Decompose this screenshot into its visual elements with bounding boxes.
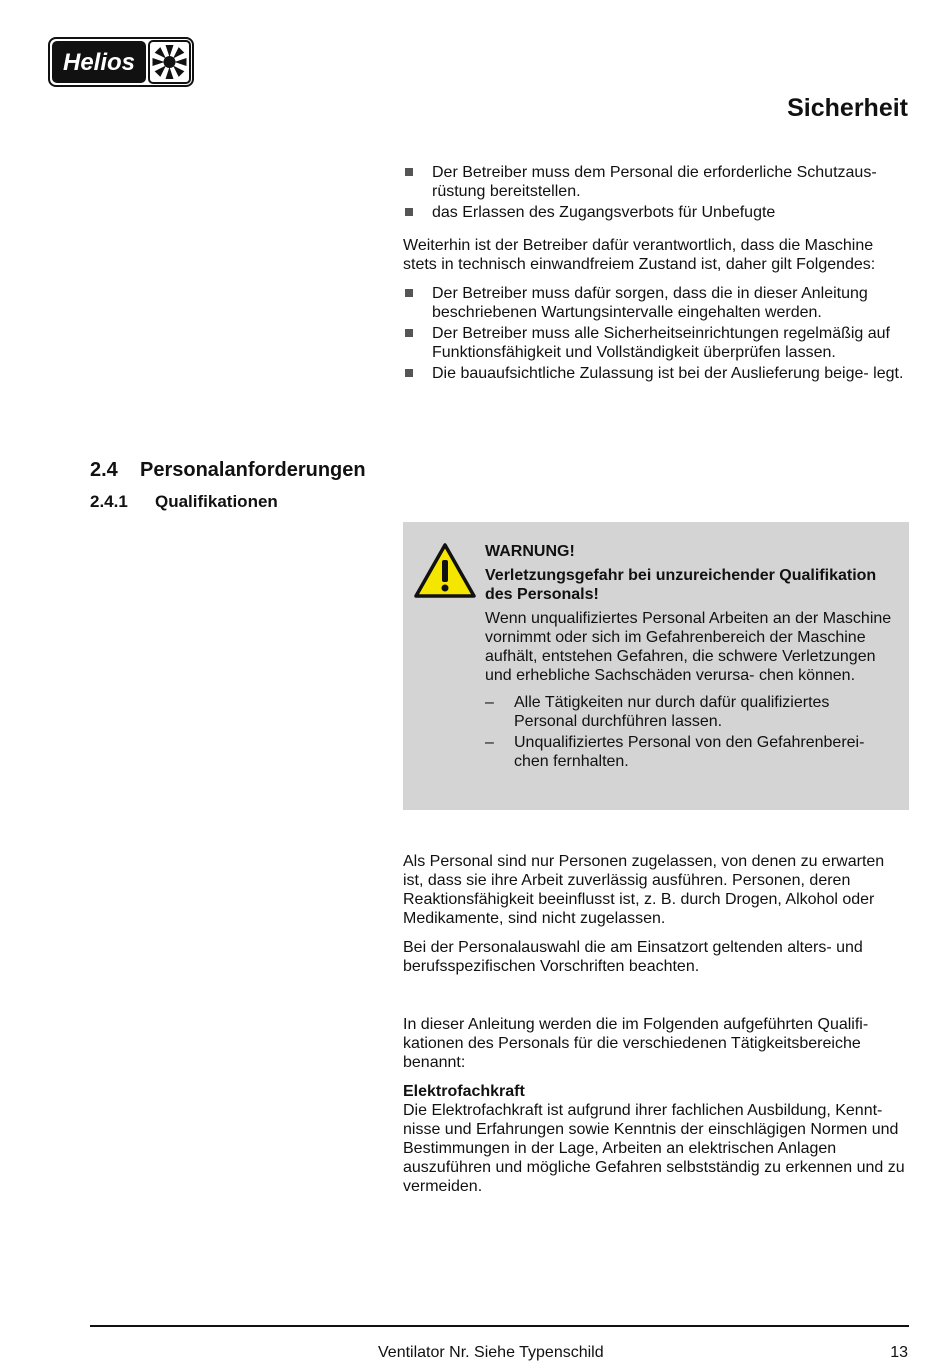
paragraph: In dieser Anleitung werden die im Folgenden aufgeführten Qualifi- kationen des Personals für die verschiedenen Tätigkeitsbereiche benannt:: [403, 1016, 869, 1071]
qualification-text: Die Elektrofachkraft ist aufgrund ihrer fachlichen Ausbildung, Kennt- nisse und Erfahrungen sowie Kenntnis der einschlägigen Normen und Bestimmungen in der Lage, Arbeiten an elektrischen Anlagen auszuführen und mögliche Gefahren selbstständig zu erkennen und zu vermeiden.: [403, 1102, 905, 1195]
square-bullet-icon: [405, 369, 413, 377]
list-item: Der Betreiber muss alle Sicherheitseinrichtungen regelmäßig auf Funktionsfähigkeit und Vollständigkeit überprüfen lassen.: [403, 324, 909, 362]
page-number: 13: [890, 1344, 908, 1361]
subsection-title: Qualifikationen: [155, 492, 278, 511]
logo-wordmark: Helios: [62, 49, 136, 76]
list-item: – Unqualifiziertes Personal von den Gefahrenberei- chen fernhalten.: [485, 734, 865, 770]
warning-triangle-icon: [413, 542, 477, 600]
section-title: Personalanforderungen: [140, 459, 366, 481]
subsection-number: 2.4.1: [90, 492, 128, 511]
square-bullet-icon: [405, 168, 413, 176]
warning-box: [403, 522, 909, 810]
operator-bullets-1: [403, 163, 909, 222]
dash-bullet: –: [485, 734, 494, 751]
intro-paragraph: Weiterhin ist der Betreiber dafür verantwortlich, dass die Maschine stets in technisch einwandfreiem Zustand ist, daher gilt Folgendes:: [403, 237, 876, 273]
square-bullet-icon: [405, 289, 413, 297]
section-number: 2.4: [90, 459, 118, 481]
qualifications-text: [403, 1015, 909, 1196]
warning-signal-word: WARNUNG!: [485, 543, 575, 560]
helios-logo: [48, 37, 194, 87]
personnel-requirements-text: [403, 852, 909, 976]
warning-body: Wenn unqualifiziertes Personal Arbeiten an der Maschine vornimmt oder sich im Gefahrenbereich der Maschine aufhält, entstehen Gefahren, die schwere Verletzungen und erhebliche Sachschäden verursa- chen können.: [485, 610, 892, 684]
list-item: das Erlassen des Zugangsverbots für Unbefugte: [403, 203, 909, 222]
warning-actions: [485, 693, 897, 771]
list-item: – Alle Tätigkeiten nur durch dafür qualifiziertes Personal durchführen lassen.: [485, 694, 830, 730]
footer-divider: [90, 1325, 909, 1327]
warning-headline: Verletzungsgefahr bei unzureichender Qualifikation des Personals!: [485, 567, 877, 603]
square-bullet-icon: [405, 208, 413, 216]
square-bullet-icon: [405, 329, 413, 337]
dash-bullet: –: [485, 694, 494, 711]
footer-text: Ventilator Nr. Siehe Typenschild: [378, 1344, 604, 1361]
paragraph: Bei der Personalauswahl die am Einsatzort geltenden alters- und berufsspezifischen Vorschriften beachten.: [403, 939, 863, 975]
list-item: Der Betreiber muss dafür sorgen, dass die in dieser Anleitung beschriebenen Wartungsintervalle eingehalten werden.: [403, 284, 909, 322]
list-item: Die bauaufsichtliche Zulassung ist bei der Auslieferung beige- legt.: [403, 364, 909, 383]
paragraph: Als Personal sind nur Personen zugelassen, von denen zu erwarten ist, dass sie ihre Arbeit zuverlässig ausführen. Personen, deren Reaktionsfähigkeit beeinflusst ist, z. B. durch Drogen, Alkohol oder Medikamente, sind nicht zugelassen.: [403, 853, 885, 927]
operator-bullets-2: [403, 284, 909, 383]
qualification-title: Elektrofachkraft: [403, 1083, 525, 1100]
subsection-heading: [90, 492, 278, 512]
page-title: Sicherheit: [787, 94, 908, 122]
list-item: Der Betreiber muss dem Personal die erforderliche Schutzaus- rüstung bereitstellen.: [403, 163, 909, 201]
helios-logo-graphic: [48, 37, 194, 87]
section-heading: [90, 459, 366, 482]
warning-text: [485, 542, 897, 773]
operator-duties-block: [403, 163, 909, 385]
